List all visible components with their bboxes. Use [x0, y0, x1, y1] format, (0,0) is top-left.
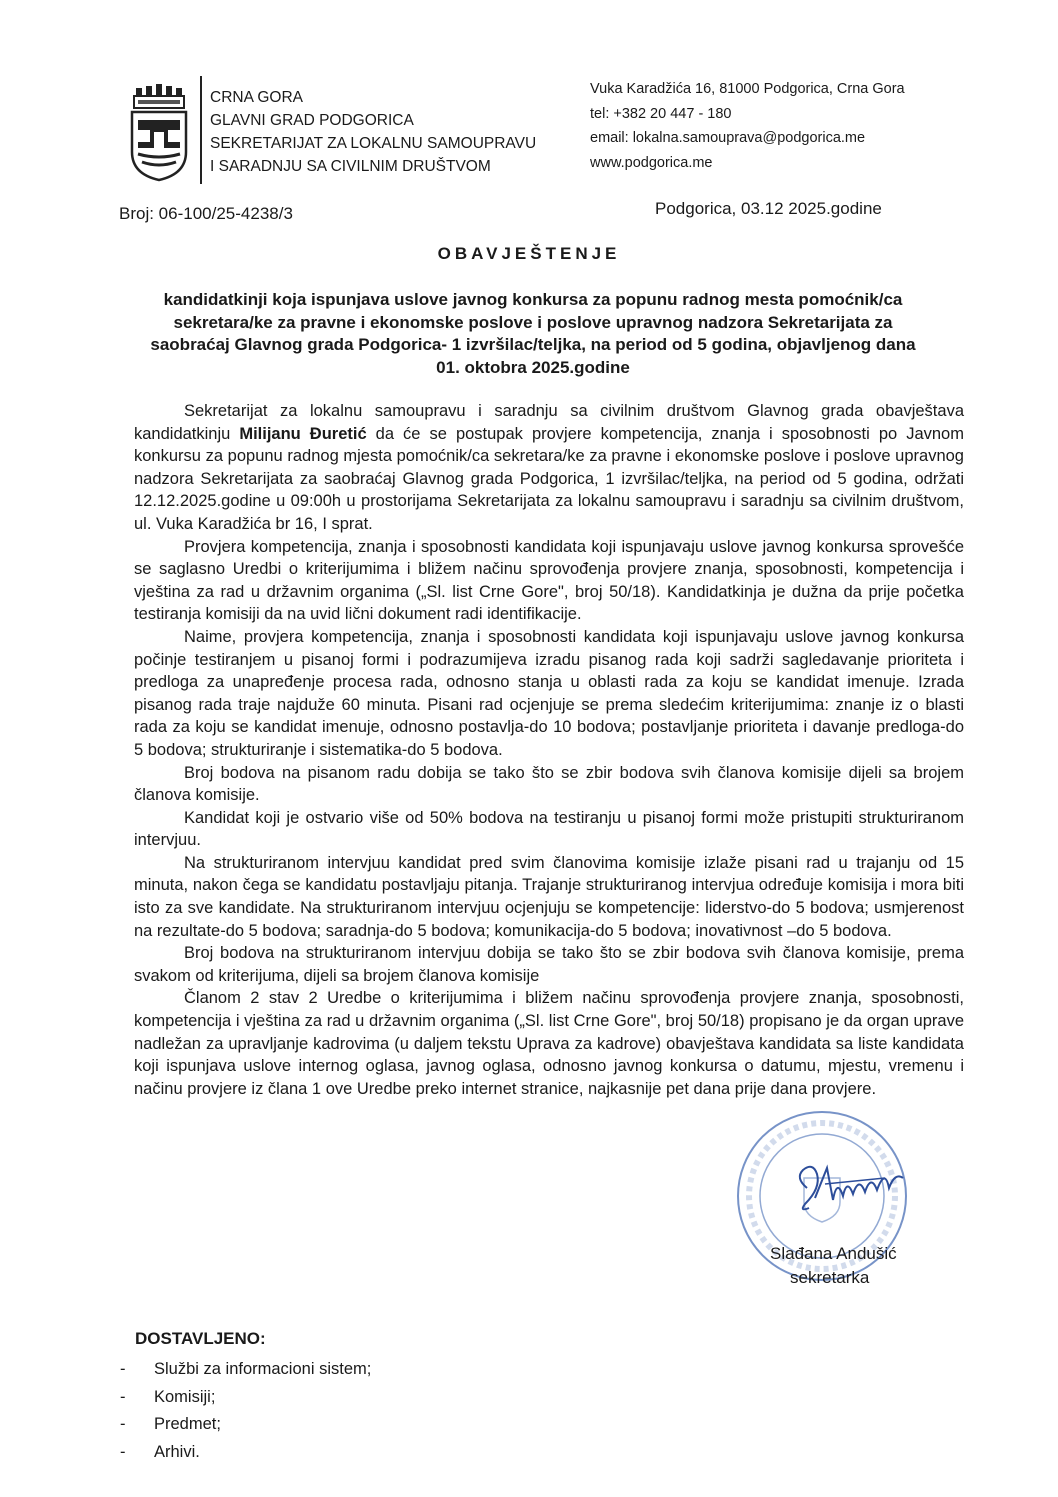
reference-number: Broj: 06-100/25-4238/3 — [119, 204, 293, 223]
org-line-country: CRNA GORA — [210, 89, 304, 106]
paragraph-1 — [134, 400, 964, 536]
candidate-name: Milijanu Đuretić — [239, 424, 367, 443]
paragraph-5: Kandidat koji je ostvario više od 50% bodova na testiranju u pisanoj formi može pristupiti strukturiranom intervjuu. — [134, 808, 964, 850]
distribution-item: Predmet; — [154, 1415, 221, 1433]
paragraph-7: Broj bodova na strukturiranom intervjuu dobija se tako što se zbir bodova svih članova komisije, prema svakom od kriterijuma, dijeli sa brojem članova komisije — [134, 944, 964, 985]
paragraph-4: Broj bodova na pisanom radu dobija se tako što se zbir bodova svih članova komisije dijeli sa brojem članova komisije. — [134, 763, 964, 805]
org-line-city: GLAVNI GRAD PODGORICA — [210, 112, 414, 129]
paragraph-6: Na strukturiranom intervjuu kandidat pred svim članovima komisije izlaže pisani rad u trajanju od 15 minuta, nakon čega se kandidatu postavljaju pitanja. Trajanje strukturiranog intervjua određuje komisija i mora biti isto za sve kandidate. Na strukturiranom intervjuu ocjenjuju se kompetencije: liderstvo-do 5 bodova; usmjerenost na rezultate-do 5 bodova; saradnja-do 5 bodova; komunikacija-do 5 bodova; inovativnost –do 5 bodova. — [134, 853, 964, 940]
phone: tel: +382 20 447 - 180 — [590, 105, 732, 122]
list-item: - Predmet; — [120, 1415, 221, 1433]
signature-icon — [785, 1148, 915, 1238]
paragraph-8: Članom 2 stav 2 Uredbe o kriterijumima i bližem načinu sprovođenja provjere znanja, sposobnosti, kompetencija i vještina za rad u državnim organima („Sl. list Crne Gore", broj 50/18) propisano je da organ uprave nadležan za upravljanje kadrovima (u daljem tekstu Uprava za kadrove) obavještava kandidata sa liste kandidata koji ispunjava uslove internog oglasa, javnog oglasa, odnosno javnog konkursa o datumu, mjestu, vremenu i načinu provjere iz člana 1 ove Uredbe preko internet stranice, najkasnije pet dana prije dana provjere. — [134, 989, 964, 1098]
header-divider — [200, 76, 202, 184]
contact-block — [590, 77, 905, 175]
signatory-name: Slađana Andušić — [770, 1244, 897, 1263]
paragraph-3: Naime, provjera kompetencija, znanja i sposobnosti kandidata koji ispunjavaju uslove javnog konkursa počinje testiranjem u pisanoj formi i podrazumijeva izradu pisanog rada koji sadrži sagledavanje prioriteta i predloga za unapređenje procesa rada, odnosno stanja u oblasti rada za koju se kandidat imenuje. Izrada pisanog rada traje najduže 60 minuta. Pisani rad ocjenjuje se prema sledećim kriterijumima: znanje iz o blasti rada za koju se kandidat imenuje, odnosno postavlja-do 10 bodova; postavljanje prioriteta i davanje predloga-do 5 bodova; strukturiranje i sistematika-do 5 bodova. — [134, 627, 964, 759]
distribution-item: Službi za informacioni sistem; — [154, 1360, 372, 1378]
distribution-item: Arhivi. — [154, 1442, 200, 1461]
document-body — [134, 400, 964, 1100]
distribution-list — [120, 1356, 371, 1466]
paragraph-1-end: da će se postupak provjere kompetencija, znanja i sposobnosti po Javnom konkursu za popunu radnog mjesta pomoćnik/ca sekretara/ke za pravne i ekonomske poslove i poslove upravnog nadzora Sekretarijata za saobraćaj Glavnog grada Podgorica, 1 izvršilac/teljka, na period od 5 godina, održati 12.12.2025.godine u 09:00h u prostorijama Sekretarijata za lokalnu samoupravu i saradnju sa civilnim društvom, ul. Vuka Karadžića br 16, I sprat. — [134, 424, 964, 533]
paragraph-1-start: Sekretarijat za lokalnu samoupravu i saradnju sa civilnim društvom Glavnog grada obavještava kandidatkinju — [134, 402, 964, 443]
city-coat-of-arms-icon — [128, 82, 190, 182]
document-date: Podgorica, 03.12 2025.godine — [655, 199, 882, 218]
organization-block — [210, 86, 536, 178]
email: email: lokalna.samouprava@podgorica.me — [590, 130, 866, 146]
distribution-heading: DOSTAVLJENO: — [135, 1329, 266, 1348]
document-title: OBAVJEŠTENJE — [437, 244, 621, 263]
org-line-secretariat: SEKRETARIJAT ZA LOKALNU SAMOUPRAVU — [210, 135, 537, 152]
address: Vuka Karadžića 16, 81000 Podgorica, Crna Gora — [590, 81, 905, 97]
signatory-role: sekretarka — [790, 1268, 870, 1287]
document-subject: kandidatkinji koja ispunjava uslove javnog konkursa za popunu radnog mesta pomoćnik/ca sekretara/ke za pravne i ekonomske poslove i poslove upravnog nadzora Sekretarijata za saobraćaj Glavnog grada Podgorica- 1 izvršilac/teljka, na period od 5 godina, objavljenog dana 01. oktobra 2025.godine — [150, 290, 916, 377]
paragraph-2: Provjera kompetencija, znanja i sposobnosti kandidata koji ispunjavaju uslove javnog konkursa sprovešće se saglasno Uredbi o kriterijumima i bližem načinu sprovođenja provjere znanja, sposobnosti, kompetencija i vještina za rad u državnim organima („Sl. list Crne Gore", broj 50/18). Kandidatkinja je dužna da prije početka testiranja komisiji da na uvid lični dokument radi identifikacije. — [134, 537, 964, 624]
list-item: - Komisiji; — [120, 1387, 216, 1406]
website: www.podgorica.me — [590, 154, 713, 171]
list-item: - Arhivi. — [120, 1442, 200, 1461]
list-item: - Službi za informacioni sistem; — [120, 1360, 372, 1378]
distribution-item: Komisiji; — [154, 1387, 216, 1406]
org-line-secretariat-cont: I SARADNJU SA CIVILNIM DRUŠTVOM — [210, 158, 491, 175]
